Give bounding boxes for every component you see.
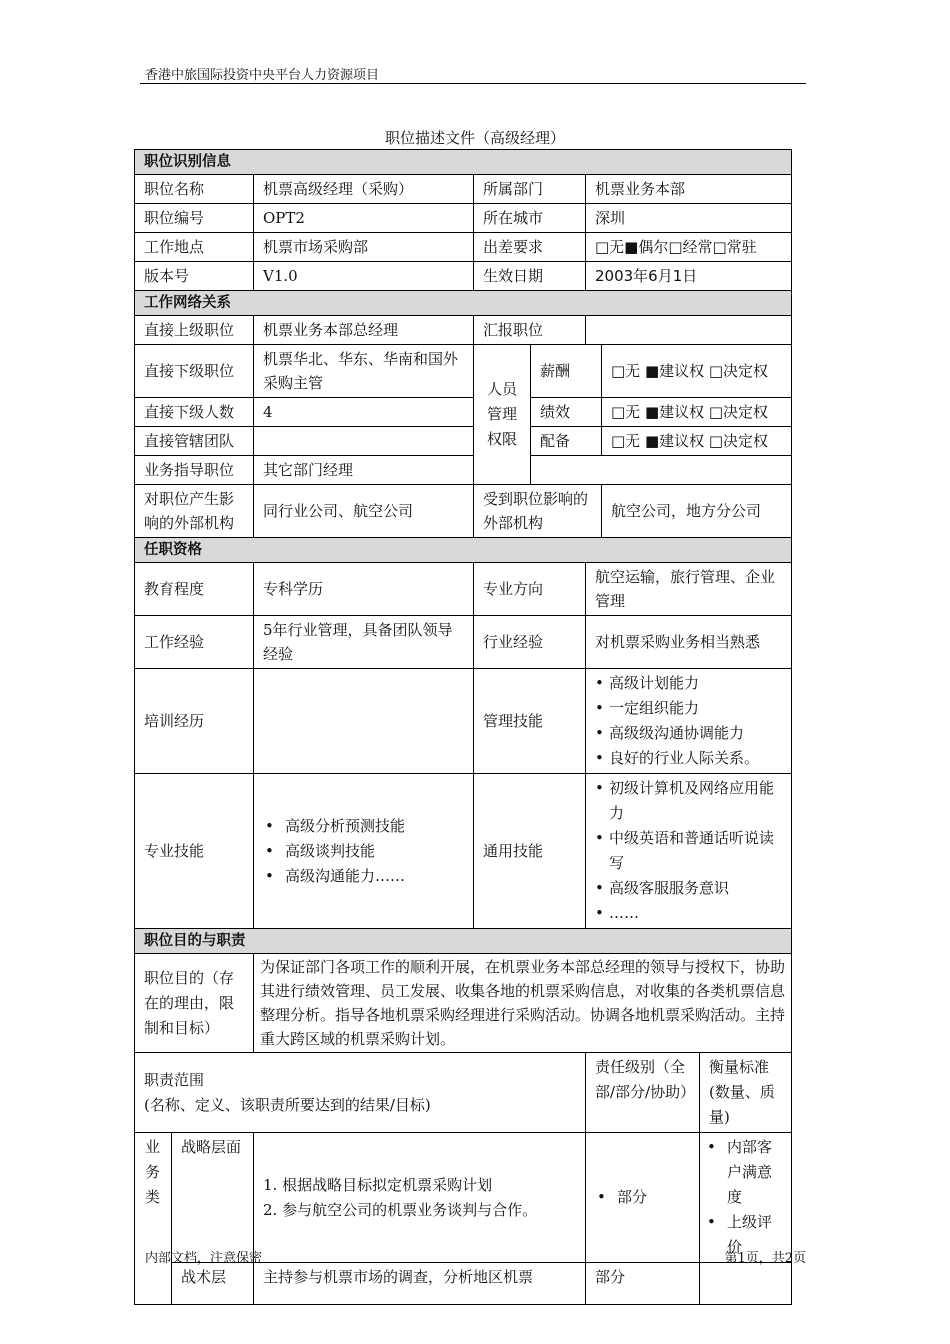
pro-skills-list — [263, 814, 464, 889]
salary-authority: □无 ■建议权 □决定权 — [602, 345, 792, 398]
general-skill-item: • …… — [609, 901, 782, 926]
location-label: 工作地点 — [135, 233, 254, 262]
experience-value: 5年行业管理，具备团队领导经验 — [254, 616, 474, 669]
guide-label: 业务指导职位 — [135, 456, 254, 485]
duty-items-cell — [254, 1133, 586, 1263]
level-header: 责任级别（全部/部分/协助） — [586, 1053, 700, 1133]
duty-category: 业务类 — [135, 1133, 172, 1305]
duty-level: 部分 — [586, 1263, 700, 1305]
mgmt-skills-cell — [586, 669, 792, 774]
experience-label: 工作经验 — [135, 616, 254, 669]
section-qualifications: 任职资格 — [135, 538, 792, 563]
city-value: 深圳 — [586, 204, 792, 233]
affects-value: 同行业公司、航空公司 — [254, 485, 474, 538]
duty-measures-cell — [700, 1133, 792, 1263]
duty-level: • 部分 — [617, 1185, 690, 1210]
team-value — [254, 427, 474, 456]
pro-skills-label: 专业技能 — [135, 774, 254, 929]
section-identification: 职位识别信息 — [135, 150, 792, 175]
affected-label: 受到职位影响的外部机构 — [474, 485, 602, 538]
scope-sublabel: (名称、定义、该职责所要达到的结果/目标) — [144, 1095, 431, 1114]
scope-label: 职责范围 — [144, 1070, 205, 1089]
purpose-label: 职位目的（存在的理由，限制和目标） — [135, 954, 254, 1053]
superior-value: 机票业务本部总经理 — [254, 316, 474, 345]
measure-header: 衡量标准(数量、质量) — [700, 1053, 792, 1133]
job-code-label: 职位编号 — [135, 204, 254, 233]
version-label: 版本号 — [135, 262, 254, 291]
authority-label: 人员管理权限 — [474, 345, 531, 485]
mgmt-skills-list — [595, 671, 782, 771]
duty-measure: • 上级评价 — [727, 1210, 782, 1260]
team-label: 直接管辖团队 — [135, 427, 254, 456]
mgmt-skill-item: • 高级计划能力 — [609, 671, 782, 696]
duty-level-cell — [586, 1133, 700, 1263]
city-label: 所在城市 — [474, 204, 586, 233]
duty-measure: • 内部客户满意度 — [727, 1135, 782, 1210]
salary-label: 薪酬 — [531, 345, 602, 398]
general-skill-item: • 中级英语和普通话听说读写 — [609, 826, 782, 876]
scope-header — [135, 1053, 586, 1133]
general-skill-item: • 初级计算机及网络应用能力 — [609, 776, 782, 826]
duty-layer: 战术层 — [172, 1263, 254, 1305]
section-purpose-duties: 职位目的与职责 — [135, 929, 792, 954]
duty-item: 2. 参与航空公司的机票业务谈判与合作。 — [263, 1200, 538, 1219]
pro-skills-cell — [254, 774, 474, 929]
training-label: 培训经历 — [135, 669, 254, 774]
authority-blank — [531, 456, 792, 485]
job-name-value: 机票高级经理（采购） — [254, 175, 474, 204]
job-code-value: OPT2 — [254, 204, 474, 233]
education-value: 专科学历 — [254, 563, 474, 616]
travel-value: □无■偶尔□经常□常驻 — [586, 233, 792, 262]
industry-label: 行业经验 — [474, 616, 586, 669]
sub-count-value: 4 — [254, 398, 474, 427]
mgmt-skills-label: 管理技能 — [474, 669, 586, 774]
subordinate-value: 机票华北、华东、华南和国外采购主管 — [254, 345, 474, 398]
major-label: 专业方向 — [474, 563, 586, 616]
staffing-authority: □无 ■建议权 □决定权 — [602, 427, 792, 456]
effective-date-label: 生效日期 — [474, 262, 586, 291]
pro-skill-item: • 高级分析预测技能 — [285, 814, 464, 839]
duty-measures-list — [709, 1135, 782, 1260]
purpose-text: 为保证部门各项工作的顺利开展，在机票业务本部总经理的领导与授权下，协助其进行绩效管理、员工发展、收集各地的机票采购信息，对收集的各类机票信息整理分析。指导各地机票采购经理进行采购活动。协调各地机票采购活动。主持重大跨区域的机票采购计划。 — [254, 954, 792, 1053]
header-project-title: 香港中旅国际投资中央平台人力资源项目 — [145, 68, 380, 83]
job-description-table — [134, 149, 792, 1305]
report-label: 汇报职位 — [474, 316, 586, 345]
general-skills-cell — [586, 774, 792, 929]
subordinate-label: 直接下级职位 — [135, 345, 254, 398]
section-network: 工作网络关系 — [135, 291, 792, 316]
mgmt-skill-item: • 良好的行业人际关系。 — [609, 746, 782, 771]
pro-skill-item: • 高级谈判技能 — [285, 839, 464, 864]
industry-value: 对机票采购业务相当熟悉 — [586, 616, 792, 669]
affects-label: 对职位产生影响的外部机构 — [135, 485, 254, 538]
training-value — [254, 669, 474, 774]
performance-label: 绩效 — [531, 398, 602, 427]
sub-count-label: 直接下级人数 — [135, 398, 254, 427]
pro-skill-item: • 高级沟通能力…… — [285, 864, 464, 889]
affected-value: 航空公司，地方分公司 — [602, 485, 792, 538]
effective-date-value: 2003年6月1日 — [586, 262, 792, 291]
education-label: 教育程度 — [135, 563, 254, 616]
duty-measures-cell — [700, 1263, 792, 1305]
superior-label: 直接上级职位 — [135, 316, 254, 345]
footer-page-number: 第1页，共2页 — [724, 1251, 806, 1266]
footer-confidential: 内部文档，注意保密 — [145, 1251, 263, 1266]
general-skill-item: • 高级客服服务意识 — [609, 876, 782, 901]
duty-item: 1. 根据战略目标拟定机票采购计划 — [263, 1175, 493, 1194]
document-title: 职位描述文件（高级经理） — [384, 129, 565, 147]
job-name-label: 职位名称 — [135, 175, 254, 204]
mgmt-skill-item: • 一定组织能力 — [609, 696, 782, 721]
location-value: 机票市场采购部 — [254, 233, 474, 262]
general-skills-list — [595, 776, 782, 926]
duty-level-list — [595, 1185, 690, 1210]
performance-authority: □无 ■建议权 □决定权 — [602, 398, 792, 427]
report-value — [586, 316, 792, 345]
mgmt-skill-item: • 高级级沟通协调能力 — [609, 721, 782, 746]
version-value: V1.0 — [254, 262, 474, 291]
guide-value: 其它部门经理 — [254, 456, 474, 485]
travel-label: 出差要求 — [474, 233, 586, 262]
header-divider — [140, 83, 806, 84]
staffing-label: 配备 — [531, 427, 602, 456]
department-label: 所属部门 — [474, 175, 586, 204]
general-skills-label: 通用技能 — [474, 774, 586, 929]
duty-layer: 战略层面 — [172, 1133, 254, 1263]
major-value: 航空运输，旅行管理、企业管理 — [586, 563, 792, 616]
department-value: 机票业务本部 — [586, 175, 792, 204]
duty-item: 主持参与机票市场的调查，分析地区机票 — [254, 1263, 586, 1305]
